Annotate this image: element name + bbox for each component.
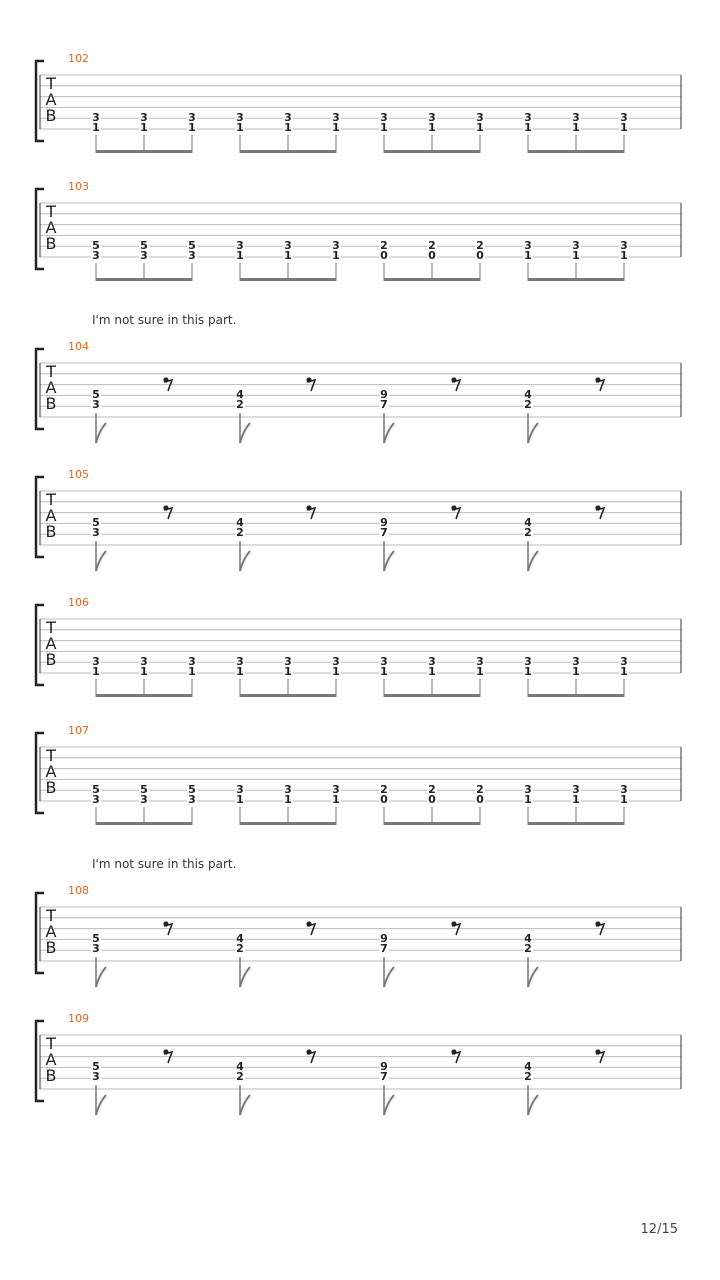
note-flag (96, 1095, 106, 1115)
fret-number: 5 (92, 1060, 100, 1073)
fret-number: 9 (380, 1060, 388, 1073)
fret-number: 3 (380, 655, 388, 668)
tab-system-109 (36, 1012, 681, 1115)
fret-number: 1 (188, 121, 196, 134)
fret-number: 7 (380, 526, 388, 539)
fret-number: 1 (284, 121, 292, 134)
tab-clef-letter: A (45, 1050, 57, 1069)
fret-number: 0 (380, 793, 388, 806)
fret-number: 3 (284, 111, 292, 124)
beam (384, 150, 480, 153)
fret-number: 3 (188, 655, 196, 668)
tab-clef-letter: T (46, 746, 56, 765)
fret-number: 2 (236, 1070, 244, 1083)
fret-number: 3 (92, 942, 100, 955)
fret-number: 3 (620, 655, 628, 668)
fret-number: 1 (476, 665, 484, 678)
fret-number: 1 (380, 665, 388, 678)
fret-number: 3 (92, 1070, 100, 1083)
fret-number: 3 (332, 111, 340, 124)
fret-number: 3 (188, 793, 196, 806)
tab-clef-letter: T (46, 1034, 56, 1053)
fret-number: 3 (188, 249, 196, 262)
beam (240, 694, 336, 697)
tab-system-105 (36, 468, 681, 571)
tab-clef-letter: T (46, 618, 56, 637)
fret-number: 3 (92, 793, 100, 806)
fret-number: 1 (332, 793, 340, 806)
fret-number: 1 (332, 121, 340, 134)
fret-number: 1 (284, 793, 292, 806)
note-flag (384, 551, 394, 571)
fret-number: 3 (236, 783, 244, 796)
fret-number: 3 (92, 398, 100, 411)
beam (240, 150, 336, 153)
beam (384, 278, 480, 281)
fret-number: 1 (236, 665, 244, 678)
fret-number: 3 (476, 111, 484, 124)
fret-number: 2 (236, 398, 244, 411)
tab-clef-letter: A (45, 378, 57, 397)
fret-number: 1 (428, 665, 436, 678)
fret-number: 4 (524, 1060, 532, 1073)
tab-clef-letter: A (45, 90, 57, 109)
fret-number: 3 (92, 526, 100, 539)
fret-number: 1 (620, 249, 628, 262)
note-flag (528, 423, 538, 443)
tab-clef-letter: A (45, 218, 57, 237)
fret-number: 5 (188, 239, 196, 252)
fret-number: 3 (236, 239, 244, 252)
fret-number: 1 (92, 665, 100, 678)
fret-number: 1 (284, 249, 292, 262)
fret-number: 1 (524, 249, 532, 262)
fret-number: 2 (524, 526, 532, 539)
fret-number: 5 (92, 388, 100, 401)
page-number: 12/15 (640, 1222, 678, 1237)
fret-number: 3 (428, 655, 436, 668)
beam (96, 694, 192, 697)
fret-number: 1 (284, 665, 292, 678)
fret-number: 1 (572, 121, 580, 134)
fret-number: 2 (236, 942, 244, 955)
note-flag (240, 1095, 250, 1115)
fret-number: 5 (92, 516, 100, 529)
fret-number: 3 (524, 111, 532, 124)
fret-number: 3 (572, 239, 580, 252)
tab-clef-letter: A (45, 762, 57, 781)
fret-number: 1 (476, 121, 484, 134)
fret-number: 1 (620, 665, 628, 678)
fret-number: 4 (236, 388, 244, 401)
tab-system-108 (36, 884, 681, 987)
fret-number: 9 (380, 516, 388, 529)
beam (96, 278, 192, 281)
fret-number: 4 (236, 1060, 244, 1073)
tab-clef-letter: B (45, 650, 57, 669)
fret-number: 5 (92, 783, 100, 796)
measure-number: 105 (68, 468, 89, 481)
beam (384, 822, 480, 825)
fret-number: 7 (380, 942, 388, 955)
fret-number: 2 (236, 526, 244, 539)
fret-number: 1 (380, 121, 388, 134)
fret-number: 1 (572, 665, 580, 678)
fret-number: 1 (332, 249, 340, 262)
fret-number: 3 (140, 793, 148, 806)
tab-clef-letter: A (45, 506, 57, 525)
fret-number: 1 (524, 121, 532, 134)
fret-number: 0 (476, 793, 484, 806)
fret-number: 1 (428, 121, 436, 134)
fret-number: 2 (524, 398, 532, 411)
tab-clef-letter: B (45, 522, 57, 541)
measure-number: 102 (68, 52, 89, 65)
note-flag (528, 551, 538, 571)
beam (240, 822, 336, 825)
fret-number: 9 (380, 388, 388, 401)
fret-number: 1 (140, 121, 148, 134)
tab-clef-letter: B (45, 778, 57, 797)
tab-system-106 (36, 596, 681, 697)
tab-system-102 (36, 52, 681, 153)
tab-clef-letter: A (45, 634, 57, 653)
fret-number: 2 (476, 239, 484, 252)
fret-number: 3 (140, 655, 148, 668)
tab-clef-letter: T (46, 490, 56, 509)
fret-number: 3 (572, 655, 580, 668)
fret-number: 2 (524, 942, 532, 955)
note-flag (528, 967, 538, 987)
fret-number: 4 (236, 516, 244, 529)
note-flag (96, 967, 106, 987)
fret-number: 4 (524, 932, 532, 945)
beam (528, 694, 624, 697)
note-flag (96, 551, 106, 571)
fret-number: 1 (188, 665, 196, 678)
fret-number: 1 (524, 665, 532, 678)
fret-number: 3 (140, 111, 148, 124)
note-flag (240, 551, 250, 571)
fret-number: 1 (572, 249, 580, 262)
fret-number: 1 (236, 121, 244, 134)
fret-number: 3 (620, 111, 628, 124)
beam (528, 278, 624, 281)
fret-number: 2 (428, 783, 436, 796)
tab-clef-letter: B (45, 394, 57, 413)
fret-number: 2 (380, 239, 388, 252)
fret-number: 5 (188, 783, 196, 796)
tab-system-104 (36, 340, 681, 443)
fret-number: 3 (428, 111, 436, 124)
fret-number: 1 (572, 793, 580, 806)
tab-clef-letter: B (45, 234, 57, 253)
beam (384, 694, 480, 697)
tab-clef-letter: T (46, 906, 56, 925)
fret-number: 3 (284, 239, 292, 252)
fret-number: 1 (332, 665, 340, 678)
fret-number: 0 (380, 249, 388, 262)
fret-number: 3 (284, 783, 292, 796)
fret-number: 2 (380, 783, 388, 796)
beam (96, 822, 192, 825)
fret-number: 3 (524, 655, 532, 668)
fret-number: 4 (236, 932, 244, 945)
fret-number: 3 (92, 111, 100, 124)
fret-number: 3 (92, 249, 100, 262)
fret-number: 0 (476, 249, 484, 262)
fret-number: 3 (236, 111, 244, 124)
fret-number: 5 (140, 783, 148, 796)
fret-number: 3 (380, 111, 388, 124)
fret-number: 1 (524, 793, 532, 806)
note-flag (384, 1095, 394, 1115)
beam (528, 822, 624, 825)
fret-number: 3 (572, 783, 580, 796)
measure-number: 103 (68, 180, 89, 193)
note-flag (240, 423, 250, 443)
fret-number: 2 (428, 239, 436, 252)
tab-clef-letter: T (46, 74, 56, 93)
fret-number: 3 (236, 655, 244, 668)
beam (96, 150, 192, 153)
measure-number: 104 (68, 340, 89, 353)
beam (528, 150, 624, 153)
note-flag (96, 423, 106, 443)
fret-number: 3 (188, 111, 196, 124)
fret-number: 2 (476, 783, 484, 796)
fret-number: 3 (332, 655, 340, 668)
fret-number: 0 (428, 249, 436, 262)
fret-number: 3 (284, 655, 292, 668)
measure-number: 107 (68, 724, 89, 737)
annotation-text-1: I'm not sure in this part. (92, 313, 237, 327)
note-flag (384, 967, 394, 987)
tab-system-103 (36, 180, 681, 281)
fret-number: 3 (140, 249, 148, 262)
fret-number: 3 (332, 239, 340, 252)
fret-number: 2 (524, 1070, 532, 1083)
tab-system-107 (36, 724, 681, 825)
note-flag (240, 967, 250, 987)
tab-clef-letter: A (45, 922, 57, 941)
fret-number: 1 (236, 793, 244, 806)
tab-clef-letter: B (45, 106, 57, 125)
fret-number: 7 (380, 1070, 388, 1083)
annotation-text-2: I'm not sure in this part. (92, 857, 237, 871)
fret-number: 5 (92, 932, 100, 945)
fret-number: 1 (236, 249, 244, 262)
fret-number: 9 (380, 932, 388, 945)
fret-number: 7 (380, 398, 388, 411)
tab-clef-letter: B (45, 938, 57, 957)
beam (240, 278, 336, 281)
tab-clef-letter: B (45, 1066, 57, 1085)
fret-number: 5 (92, 239, 100, 252)
fret-number: 4 (524, 388, 532, 401)
fret-number: 3 (524, 783, 532, 796)
measure-number: 106 (68, 596, 89, 609)
fret-number: 3 (572, 111, 580, 124)
fret-number: 4 (524, 516, 532, 529)
measure-number: 109 (68, 1012, 89, 1025)
tab-clef-letter: T (46, 202, 56, 221)
fret-number: 1 (140, 665, 148, 678)
note-flag (384, 423, 394, 443)
measure-number: 108 (68, 884, 89, 897)
fret-number: 1 (620, 121, 628, 134)
fret-number: 0 (428, 793, 436, 806)
fret-number: 3 (620, 783, 628, 796)
fret-number: 3 (620, 239, 628, 252)
fret-number: 3 (92, 655, 100, 668)
tab-clef-letter: T (46, 362, 56, 381)
fret-number: 3 (476, 655, 484, 668)
fret-number: 3 (332, 783, 340, 796)
fret-number: 5 (140, 239, 148, 252)
fret-number: 1 (92, 121, 100, 134)
fret-number: 1 (620, 793, 628, 806)
note-flag (528, 1095, 538, 1115)
fret-number: 3 (524, 239, 532, 252)
